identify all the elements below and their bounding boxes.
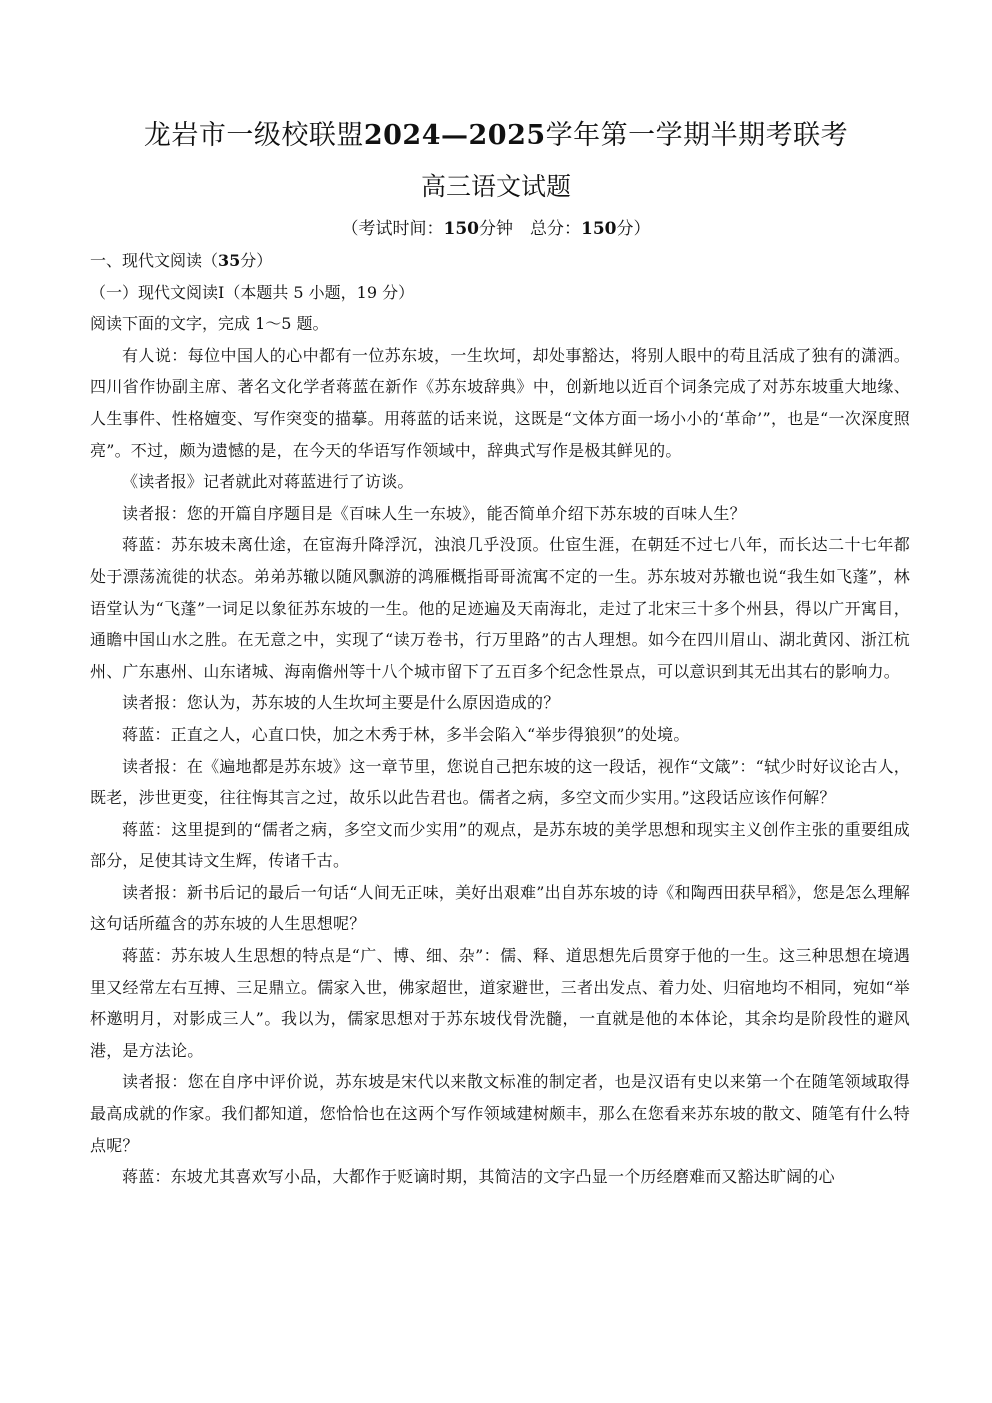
exam-info [0,214,992,244]
exam-time-unit: 分钟 总分： [479,219,581,239]
passage-answer-5: 蒋蓝：东坡尤其喜欢写小品，大都作于贬谪时期，其简洁的文字凸显一个历经磨难而又豁达旷阔的心 [122,1167,835,1187]
passage-answer-3: 蒋蓝：这里提到的“儒者之病，多空文而少实用”的观点，是苏东坡的美学思想和现实主义创作主张的重要组成部分，足使其诗文生辉，传诸千古。 [90,819,910,871]
passage-answer-1: 蒋蓝：苏东坡未离仕途，在宦海升降浮沉，浊浪几乎没顶。仕宦生涯，在朝廷不过七八年，而长达二十七年都处于漂荡流徙的状态。弟弟苏辙以随风飘游的鸿雁概指哥哥流寓不定的一生。苏东坡对苏辙也说“我生如飞蓬”，林语堂认为“飞蓬”一词足以象征苏东坡的一生。他的足迹遍及天南海北，走过了北宋三十多个州县，得以广开寓目，通瞻中国山水之胜。在无意之中，实现了“读万卷书，行万里路”的古人理想。如今在四川眉山、湖北黄冈、浙江杭州、广东惠州、山东诸城、海南儋州等十八个城市留下了五百多个纪念性景点，可以意识到其无出其右的影响力。 [90,535,910,681]
exam-time: 150 [443,219,479,239]
section-heading-score: 35 [218,251,241,270]
passage-question-3: 读者报：在《遍地都是苏东坡》这一章节里，您说自己把东坡的这一段话，视作“文箴”：“轼少时好议论古人，既老，涉世更变，往往悔其言之过，故乐以此告君也。儒者之病，多空文而少实用。”这段话应该作何解？ [90,756,910,808]
title-years: 2024—2025 [363,120,546,151]
section-heading [90,245,910,277]
passage-question-5: 读者报：您在自序中评价说，苏东坡是宋代以来散文标准的制定者，也是汉语有史以来第一个在随笔领域取得最高成就的作家。我们都知道，您恰恰也在这两个写作领域建树颇丰，那么在您看来苏东坡的散文、随笔有什么特点呢？ [90,1072,910,1155]
passage-paragraph-intro: 有人说：每位中国人的心中都有一位苏东坡，一生坎坷，却处事豁达，将别人眼中的苟且活成了独有的潇洒。四川省作协副主席、著名文化学者蒋蓝在新作《苏东坡辞典》中，创新地以近百个词条完成了对苏东坡重大地缘、人生事件、性格嬗变、写作突变的描摹。用蒋蓝的话来说，这既是“文体方面一场小小的‘革命’”，也是“一次深度照亮”。不过，颇为遗憾的是，在今天的华语写作领域中，辞典式写作是极其鲜见的。 [90,345,910,460]
passage-answer-2: 蒋蓝：正直之人，心直口快，加之木秀于林，多半会陷入“举步得狼狈”的处境。 [122,724,690,744]
passage-paragraph-interview-note: 《读者报》记者就此对蒋蓝进行了访谈。 [122,472,414,492]
exam-info-open: （考试时间： [341,219,444,239]
section-heading-prefix: 一、现代文阅读（ [90,251,219,270]
exam-info-close: 分） [616,219,651,239]
passage-question-1: 读者报：您的开篇自序题目是《百味人生一东坡》，能否简单介绍下苏东坡的百味人生？ [122,503,746,523]
total-score: 150 [581,219,617,239]
sub-section-heading: （一）现代文阅读Ⅰ（本题共 5 小题，19 分） [90,282,415,302]
passage-question-4: 读者报：新书后记的最后一句话“人间无正味，美好出艰难”出自苏东坡的诗《和陶西田获早稻》，您是怎么理解这句话所蕴含的苏东坡的人生思想呢？ [90,882,910,934]
reading-instruction: 阅读下面的文字，完成 1～5 题。 [90,314,329,334]
exam-title [0,116,992,156]
passage-answer-4: 蒋蓝：苏东坡人生思想的特点是“广、博、细、杂”：儒、释、道思想先后贯穿于他的一生。这三种思想在境遇里又经常左右互搏、三足鼎立。儒家入世，佛家超世，道家避世，三者出发点、着力处、归宿地均不相同，宛如“举杯邀明月，对影成三人”。我以为，儒家思想对于苏东坡伐骨洗髓，一直就是他的本体论，其余均是阶段性的避风港，是方法论。 [90,946,910,1060]
exam-subtitle: 高三语文试题 [420,172,571,201]
title-prefix: 龙岩市一级校联盟 [143,120,364,151]
exam-body [90,245,910,1193]
title-suffix: 学年第一学期半期考联考 [545,120,849,151]
section-heading-suffix: 分） [240,251,273,270]
passage-question-2: 读者报：您认为，苏东坡的人生坎坷主要是什么原因造成的？ [122,693,560,713]
